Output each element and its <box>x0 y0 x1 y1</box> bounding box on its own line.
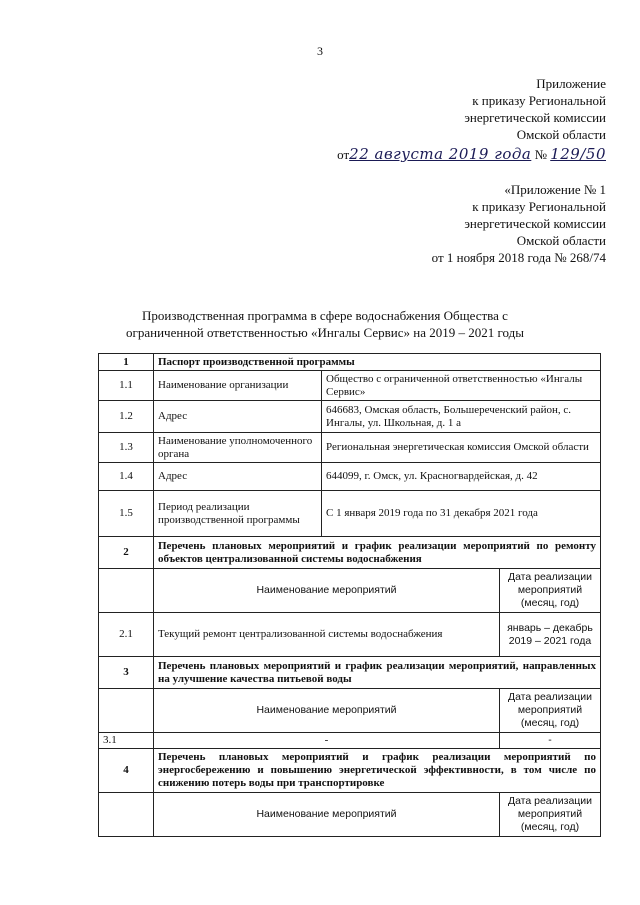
column-header-name: Наименование мероприятий <box>154 689 500 733</box>
table-row <box>99 371 601 401</box>
appendix-line: к приказу Региональной <box>472 93 606 108</box>
section-number: 1 <box>99 354 154 371</box>
appendix-line: энергетической комиссии <box>464 110 606 125</box>
appendix-line: Омской области <box>516 233 606 248</box>
row-number: 1.1 <box>99 371 154 401</box>
appendix-line: Омской области <box>516 127 606 142</box>
appendix-line: от 1 ноября 2018 года № 268/74 <box>431 250 606 265</box>
handwritten-number: 129/50 <box>550 145 606 163</box>
appendix-line: «Приложение № 1 <box>504 182 606 197</box>
number-prefix: № <box>534 147 547 162</box>
measure-date: январь – декабрь 2019 – 2021 года <box>500 613 601 657</box>
date-prefix: от <box>337 147 350 162</box>
original-appendix-header <box>432 181 606 266</box>
section-row <box>99 749 601 793</box>
section-title: Паспорт производственной программы <box>154 354 601 371</box>
row-number: 1.3 <box>99 433 154 463</box>
row-value: С 1 января 2019 года по 31 декабря 2021 года <box>322 491 601 537</box>
empty-cell <box>99 793 154 837</box>
row-value: 644099, г. Омск, ул. Красногвардейская, д. 42 <box>322 463 601 491</box>
section-title: Перечень плановых мероприятий и график реализации мероприятий по энергосбережению и повышению энергетической эффективности, в том числе по снижению потерь воды при транспортировке <box>154 749 601 793</box>
row-number: 1.2 <box>99 401 154 433</box>
document-title <box>90 307 560 341</box>
row-number: 3.1 <box>99 733 154 749</box>
section-title: Перечень плановых мероприятий и график реализации мероприятий, направленных на улучшение качества питьевой воды <box>154 657 601 689</box>
row-number: 1.4 <box>99 463 154 491</box>
empty-cell <box>99 689 154 733</box>
column-header-name: Наименование мероприятий <box>154 569 500 613</box>
measure-name: Текущий ремонт централизованной системы водоснабжения <box>154 613 500 657</box>
row-number: 1.5 <box>99 491 154 537</box>
section-number: 2 <box>99 537 154 569</box>
title-line: ограниченной ответственностью «Ингалы Сервис» на 2019 – 2021 годы <box>126 325 524 340</box>
section-number: 4 <box>99 749 154 793</box>
row-number: 2.1 <box>99 613 154 657</box>
measure-date: - <box>500 733 601 749</box>
table-row <box>99 433 601 463</box>
table-row <box>99 401 601 433</box>
table-row <box>99 733 601 749</box>
row-label: Адрес <box>154 401 322 433</box>
section-number: 3 <box>99 657 154 689</box>
row-value: Общество с ограниченной ответственностью «Ингалы Сервис» <box>322 371 601 401</box>
column-header-row <box>99 793 601 837</box>
production-program-table <box>98 353 601 837</box>
page-number: 3 <box>317 44 323 58</box>
column-header-date: Дата реализации мероприятий (месяц, год) <box>500 793 601 837</box>
table-row <box>99 463 601 491</box>
row-value: 646683, Омская область, Большереченский район, с. Ингалы, ул. Школьная, д. 1 а <box>322 401 601 433</box>
appendix-line: к приказу Региональной <box>472 199 606 214</box>
row-label: Период реализации производственной программы <box>154 491 322 537</box>
measure-name: - <box>154 733 500 749</box>
empty-cell <box>99 569 154 613</box>
column-header-row <box>99 569 601 613</box>
table-row <box>99 491 601 537</box>
section-title: Перечень плановых мероприятий и график реализации мероприятий по ремонту объектов централизованной системы водоснабжения <box>154 537 601 569</box>
order-date-line <box>337 145 606 163</box>
handwritten-date: 22 августа 2019 года <box>349 145 532 163</box>
section-row <box>99 537 601 569</box>
row-label: Наименование уполномоченного органа <box>154 433 322 463</box>
column-header-name: Наименование мероприятий <box>154 793 500 837</box>
table-row <box>99 613 601 657</box>
column-header-row <box>99 689 601 733</box>
column-header-date: Дата реализации мероприятий (месяц, год) <box>500 569 601 613</box>
appendix-header <box>464 75 606 143</box>
column-header-date: Дата реализации мероприятий (месяц, год) <box>500 689 601 733</box>
row-value: Региональная энергетическая комиссия Омской области <box>322 433 601 463</box>
appendix-line: Приложение <box>536 76 606 91</box>
row-label: Адрес <box>154 463 322 491</box>
section-row <box>99 657 601 689</box>
title-line: Производственная программа в сфере водоснабжения Общества с <box>142 308 508 323</box>
row-label: Наименование организации <box>154 371 322 401</box>
appendix-line: энергетической комиссии <box>464 216 606 231</box>
section-row <box>99 354 601 371</box>
